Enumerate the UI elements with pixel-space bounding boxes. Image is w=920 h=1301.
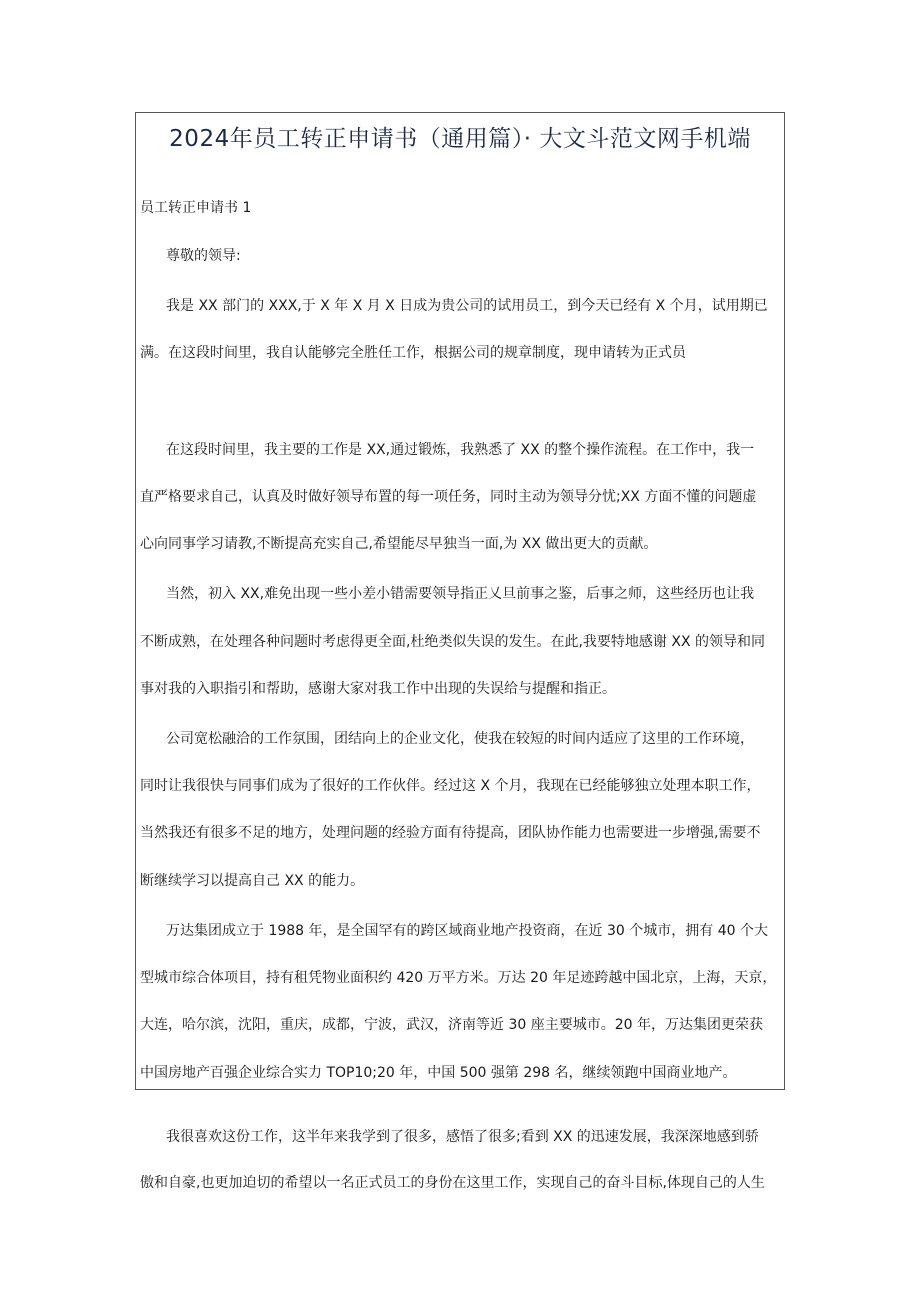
paragraph-4-line-4: 断继续学习以提高自己 XX 的能力。 — [140, 873, 365, 889]
section-heading: 员工转正申请书 1 — [140, 200, 252, 216]
paragraph-2-line-2: 直严格要求自己，认真及时做好领导布置的每一项任务，同时主动为领导分忧;XX 方面不懂的问题虚 — [140, 489, 757, 505]
paragraph-4-line-1: 公司宽松融洽的工作氛围，团结向上的企业文化，使我在较短的时间内适应了这里的工作环境， — [166, 731, 754, 747]
document-title: 2024年员工转正申请书（通用篇）· 大文斗范文网手机端 — [169, 126, 751, 152]
paragraph-4-line-3: 当然我还有很多不足的地方，处理问题的经验方面有待提高，团队协作能力也需要进一步增强,需要不 — [140, 825, 761, 841]
paragraph-2-line-3: 心向同事学习请教,不断提高充实自己,希望能尽早独当一面,为 XX 做出更大的贡献。 — [140, 536, 658, 552]
paragraph-3-line-3: 事对我的入职指引和帮助，感谢大家对我工作中出现的失误给与提醒和指正。 — [140, 681, 616, 697]
paragraph-1-line-2: 满。在这段时间里，我自认能够完全胜任工作，根据公司的规章制度，现申请转为正式员 — [140, 345, 686, 361]
salutation: 尊敬的领导: — [166, 248, 241, 264]
paragraph-6-line-1: 我很喜欢这份工作，这半年来我学到了很多，感悟了很多;看到 XX 的迅速发展，我深深地感到骄 — [166, 1129, 759, 1145]
paragraph-5-line-2: 型城市综合体项目，持有租凭物业面积约 420 万平方米。万达 20 年足迹跨越中国北京，上海，天京， — [140, 970, 777, 986]
paragraph-5-line-4: 中国房地产百强企业综合实力 TOP10;20 年，中国 500 强第 298 名，继续领跑中国商业地产。 — [140, 1065, 737, 1081]
paragraph-2-line-1: 在这段时间里，我主要的工作是 XX,通过锻炼，我熟悉了 XX 的整个操作流程。在工作中，我一 — [166, 442, 755, 458]
paragraph-3-line-2: 不断成熟，在处理各种问题时考虑得更全面,杜绝类似失误的发生。在此,我要特地感谢 XX 的领导和同 — [140, 634, 765, 650]
paragraph-5-line-1: 万达集团成立于 1988 年，是全国罕有的跨区域商业地产投资商，在近 30 个城市，拥有 40 个大 — [166, 923, 768, 939]
paragraph-5-line-3: 大连，哈尔滨，沈阳，重庆，成都，宁波，武汉，济南等近 30 座主要城市。20 年，万达集团更荣获 — [140, 1017, 763, 1033]
paragraph-3-line-1: 当然，初入 XX,难免出现一些小差小错需要领导指正乂旦前事之鉴，后事之师，这些经历也让我 — [166, 586, 755, 602]
paragraph-4-line-2: 同时让我很快与同事们成为了很好的工作伙伴。经过这 X 个月，我现在已经能够独立处理本职工作， — [140, 778, 761, 794]
paragraph-6-line-2: 傲和自豪,也更加迫切的希望以一名正式员工的身份在这里工作，实现自己的奋斗目标,体现自己的人生 — [140, 1175, 765, 1191]
paragraph-1-line-1: 我是 XX 部门的 XXX,于 X 年 X 月 X 日成为贵公司的试用员工，到今天已经有 X 个月，试用期已 — [166, 298, 768, 314]
